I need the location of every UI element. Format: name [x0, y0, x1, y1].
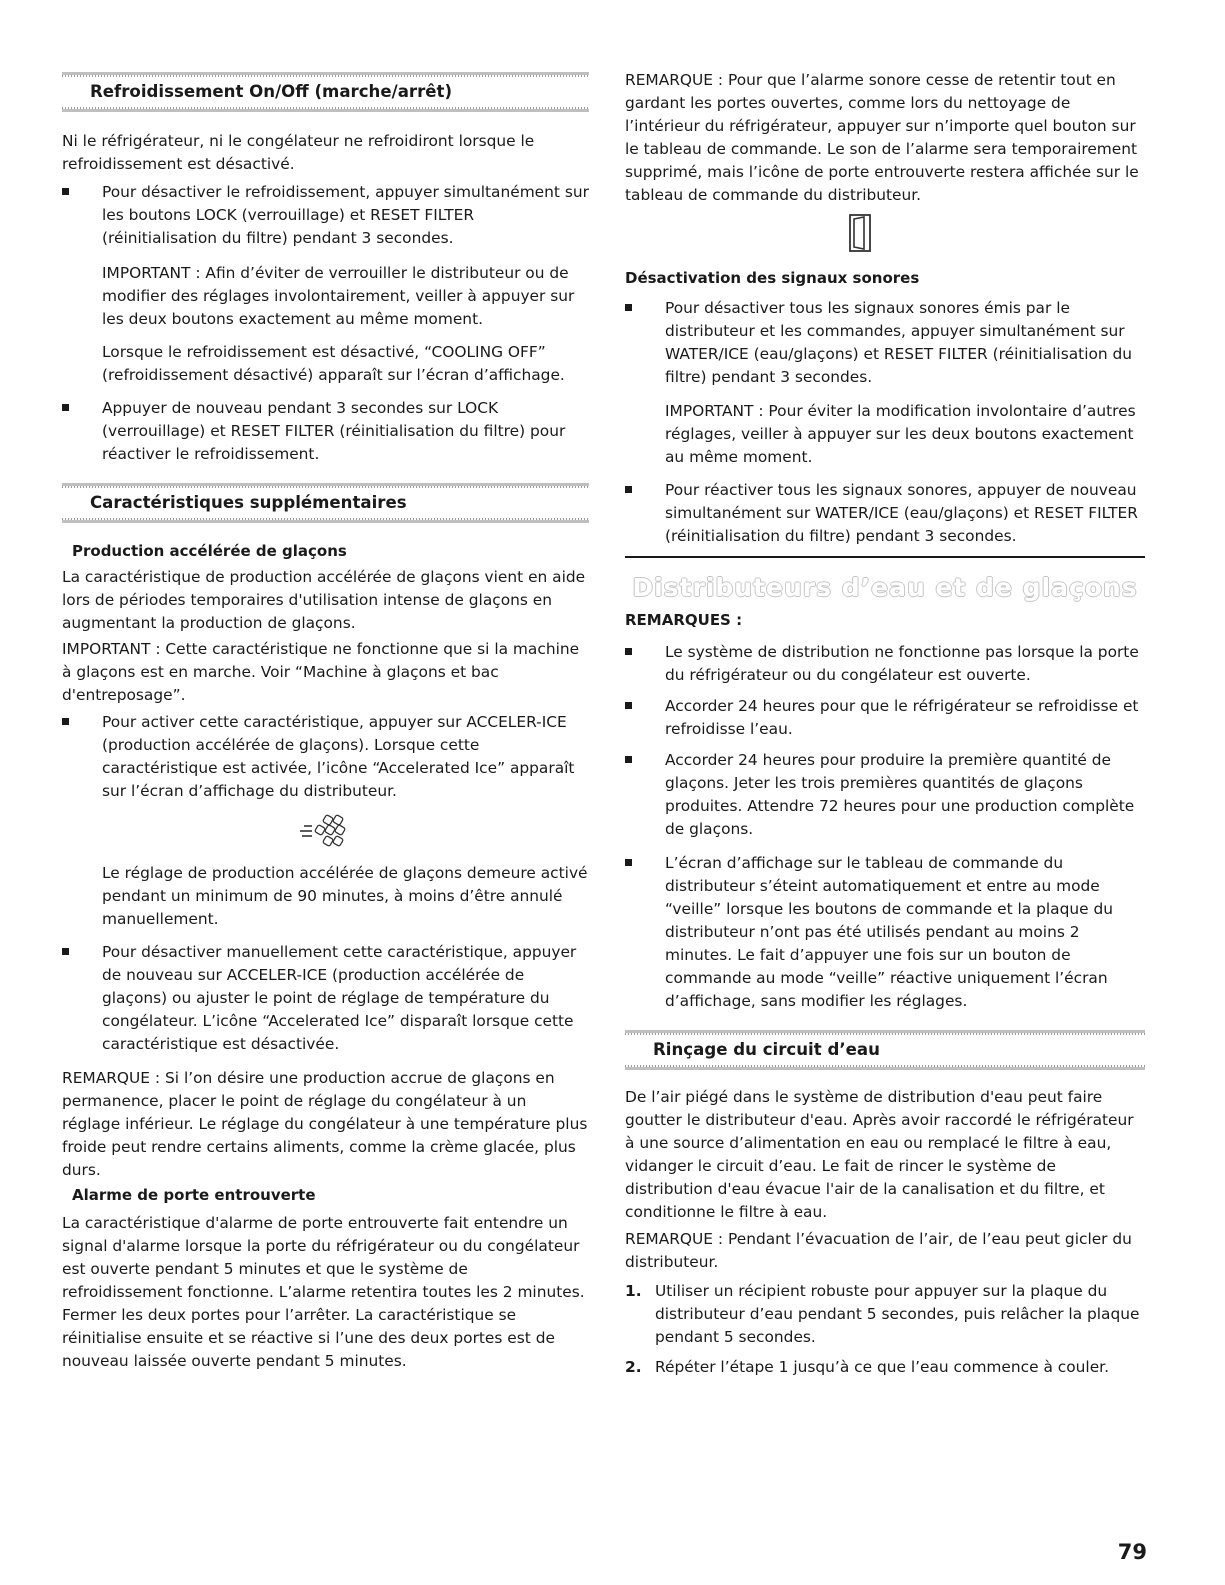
- accel-important: IMPORTANT : Cette caractéristique ne fonctionne que si la machine à glaçons est en marche. Voir “Machine à glaçons et bac d'entreposage”.: [62, 640, 580, 704]
- accel-bullet-2: Pour désactiver manuellement cette caractéristique, appuyer de nouveau sur ACCELER-ICE (production accélérée de glaçons) ou ajuster le point de réglage de température du congélateur. L’icône “Accelerated Ice” disparaît lorsque cette caractéristique est désactivée.: [62, 941, 589, 1056]
- accelerated-ice-icon: [298, 812, 354, 854]
- bullet-square: [62, 188, 69, 195]
- accel-bullet-1: Pour activer cette caractéristique, appuyer sur ACCELER-ICE (production accélérée de glaçons). Lorsque cette caractéristique est activée, l’icône “Accelerated Ice” apparaît sur l’écran d’affichage du distributeur.: [62, 711, 589, 803]
- cooling-important: IMPORTANT : Afin d’éviter de verrouiller le distributeur ou de modifier des réglages involontairement, veiller à appuyer sur les deux boutons exactement au même moment.: [102, 264, 575, 328]
- remark-item: Accorder 24 heures pour que le réfrigérateur se refroidisse et refroidisse l’eau.: [625, 695, 1145, 741]
- alarm-remark: REMARQUE : Pour que l’alarme sonore cesse de retentir tout en gardant les portes ouvertes, comme lors du nettoyage de l’intérieur du réfrigérateur, appuyer sur n’importe quel bouton sur le tableau de commande. Le son de l’alarme sera temporairement supprimé, mais l’icône de porte entrouverte restera affichée sur le tableau de commande du distributeur.: [625, 71, 1139, 204]
- rinse-intro: De l’air piégé dans le système de distribution d'eau peut faire goutter le distributeur d'eau. Après avoir raccordé le réfrigérateur à une source d’alimentation en eau ou remplacé le filtre à eau, vidanger le circuit d’eau. Le fait de rincer le système de distribution d'eau évacue l'air de la canalisation et du filtre, et conditionne le filtre à eau.: [625, 1088, 1134, 1221]
- door-alarm-heading: Alarme de porte entrouverte: [72, 1186, 316, 1204]
- remark-item: Accorder 24 heures pour produire la première quantité de glaçons. Jeter les trois premières quantités de glaçons produites. Attendre 72 heures pour une production complète de glaçons.: [625, 749, 1145, 841]
- bullet-square: [625, 702, 632, 709]
- bullet-square: [62, 404, 69, 411]
- cooling-bullet-1: Pour désactiver le refroidissement, appuyer simultanément sur les boutons LOCK (verrouillage) et RESET FILTER (réinitialisation du filtre) pendant 3 secondes.: [62, 181, 589, 250]
- remarks-heading: REMARQUES :: [625, 611, 743, 629]
- accel-intro: La caractéristique de production accélérée de glaçons vient en aide lors de périodes temporaires d'utilisation intense de glaçons en augmentant la production de glaçons.: [62, 568, 586, 632]
- important-label: IMPORTANT :: [102, 264, 201, 282]
- bullet-square: [625, 486, 632, 493]
- rinse-step: 2. Répéter l’étape 1 jusqu’à ce que l’eau commence à couler.: [625, 1358, 1109, 1376]
- rinse-section-header: [625, 1030, 1145, 1070]
- dispensers-title: Distributeurs d’eau et de glaçons: [632, 573, 1138, 602]
- sound-important: IMPORTANT : Pour éviter la modification involontaire d’autres réglages, veiller à appuyer sur les deux boutons exactement au même moment.: [665, 402, 1136, 466]
- accel-ice-heading: Production accélérée de glaçons: [72, 542, 347, 560]
- remark-item: L’écran d’affichage sur le tableau de commande du distributeur s’éteint automatiquement et entre au mode “veille” lorsque les boutons de commande et la plaque du distributeur n’ont pas été utilisés pendant au moins 2 minutes. Le fait d’appuyer une fois sur un bouton de commande au mode “veille” réactive uniquement l’écran d’affichage, sans modifier les réglages.: [625, 852, 1145, 1013]
- cooling-intro: Ni le réfrigérateur, ni le congélateur ne refroidiront lorsque le refroidissement est désactivé.: [62, 132, 535, 173]
- sound-bullet-1: Pour désactiver tous les signaux sonores émis par le distributeur et les commandes, appuyer simultanément sur WATER/ICE (eau/glaçons) et RESET FILTER (réinitialisation du filtre) pendant 3 secondes.: [625, 297, 1145, 389]
- bullet-square: [625, 648, 632, 655]
- features-section-title: Caractéristiques supplémentaires: [90, 493, 407, 512]
- bullet-square: [62, 718, 69, 725]
- remark-item: Le système de distribution ne fonctionne pas lorsque la porte du réfrigérateur ou du congélateur est ouverte.: [625, 641, 1145, 687]
- page-number: 79: [1117, 1540, 1147, 1564]
- accel-remark: REMARQUE : Si l’on désire une production accrue de glaçons en permanence, placer le point de réglage du congélateur à un réglage inférieur. Le réglage du congélateur à une température plus froide peut rendre certains aliments, comme la crème glacée, plus durs.: [62, 1069, 588, 1179]
- door-ajar-icon: [848, 213, 876, 257]
- bullet-square: [625, 859, 632, 866]
- rinse-remark: REMARQUE : Pendant l’évacuation de l’air, de l’eau peut gicler du distributeur.: [625, 1230, 1132, 1271]
- accel-note: Le réglage de production accélérée de glaçons demeure activé pendant un minimum de 90 minutes, à moins d’être annulé manuellement.: [102, 864, 588, 928]
- bullet-square: [62, 948, 69, 955]
- sound-bullet-2: Pour réactiver tous les signaux sonores, appuyer de nouveau simultanément sur WATER/ICE (eau/glaçons) et RESET FILTER (réinitialisation du filtre) pendant 3 secondes.: [625, 479, 1145, 548]
- cooling-bullet-2: Appuyer de nouveau pendant 3 secondes sur LOCK (verrouillage) et RESET FILTER (réinitialisation du filtre) pour réactiver le refroidissement.: [62, 397, 589, 466]
- cooling-section-title: Refroidissement On/Off (marche/arrêt): [90, 82, 453, 101]
- cooling-section-header: [62, 72, 589, 112]
- rinse-step: 1. Utiliser un récipient robuste pour appuyer sur la plaque du distributeur d’eau pendant 5 secondes, puis relâcher la plaque pendant 5 secondes.: [625, 1282, 1140, 1346]
- bullet-square: [625, 304, 632, 311]
- sound-off-heading: Désactivation des signaux sonores: [625, 269, 920, 287]
- door-alarm-text: La caractéristique d'alarme de porte entrouverte fait entendre un signal d'alarme lorsque la porte du réfrigérateur ou du congélateur est ouverte pendant 5 minutes et que le système de refroidissement fonctionne. L’alarme retentira toutes les 2 minutes. Fermer les deux portes pour l’arrêter. La caractéristique se réinitialise ensuite et se réactive si l’une des deux portes est de nouveau laissée ouverte pendant 5 minutes.: [62, 1214, 585, 1370]
- cooling-note: Lorsque le refroidissement est désactivé, “COOLING OFF” (refroidissement désactivé) apparaît sur l’écran d’affichage.: [102, 343, 565, 384]
- section-divider: [625, 556, 1145, 558]
- bullet-square: [625, 756, 632, 763]
- rinse-section-title: Rinçage du circuit d’eau: [653, 1040, 880, 1059]
- features-section-header: [62, 483, 589, 523]
